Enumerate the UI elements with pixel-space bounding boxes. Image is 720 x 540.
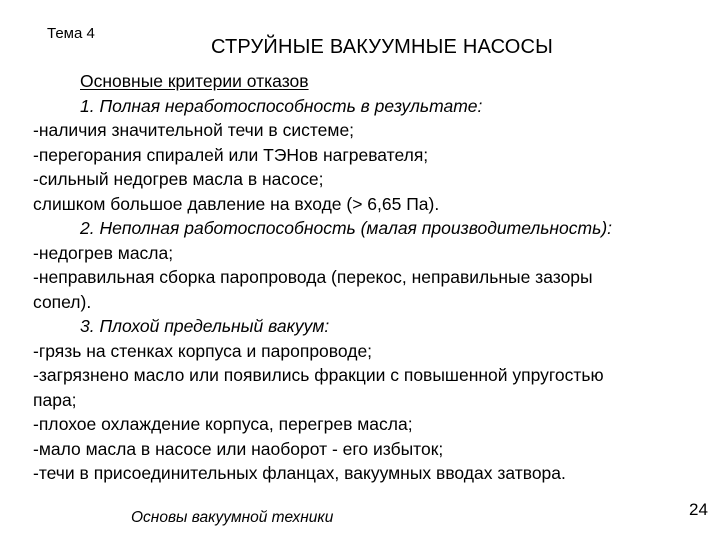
criteria-heading: Основные критерии отказов xyxy=(80,71,309,91)
section-2-item: сопел). xyxy=(33,291,92,312)
section-3-item: -мало масла в насосе или наоборот - его избыток; xyxy=(33,438,444,459)
section-3-item: пара; xyxy=(33,389,77,410)
section-2-title: 2. Неполная работоспособность (малая производительность): xyxy=(80,218,613,238)
section-3-item: -грязь на стенках корпуса и паропроводе; xyxy=(33,340,373,361)
section-2-item: -недогрев масла; xyxy=(33,242,174,263)
section-2-item: -неправильная сборка паропровода (перекос, неправильные зазоры xyxy=(33,267,593,287)
topic-label: Тема 4 xyxy=(47,25,95,42)
slide-title: СТРУЙНЫЕ ВАКУУМНЫЕ НАСОСЫ xyxy=(211,36,554,58)
section-1-item: -сильный недогрев масла в насосе; xyxy=(33,169,324,189)
section-1-item: слишком большое давление на входе (> 6,65 Па). xyxy=(33,193,440,214)
section-1-title: 1. Полная неработоспособность в результате: xyxy=(80,95,483,116)
section-3-item: -загрязнено масло или появились фракции с повышенной упругостью xyxy=(33,365,604,385)
section-1-item: -перегорания спиралей или ТЭНов нагревателя; xyxy=(33,144,429,165)
footer-course-name: Основы вакуумной техники xyxy=(131,509,334,526)
page-number: 24 xyxy=(689,500,708,519)
section-3-item: -плохое охлаждение корпуса, перегрев масла; xyxy=(33,414,413,434)
section-1-item: -наличия значительной течи в системе; xyxy=(33,120,355,140)
slide-body xyxy=(33,69,703,486)
section-3-item: -течи в присоединительных фланцах, вакуумных вводах затвора. xyxy=(33,463,566,483)
section-3-title: 3. Плохой предельный вакуум: xyxy=(80,316,330,336)
